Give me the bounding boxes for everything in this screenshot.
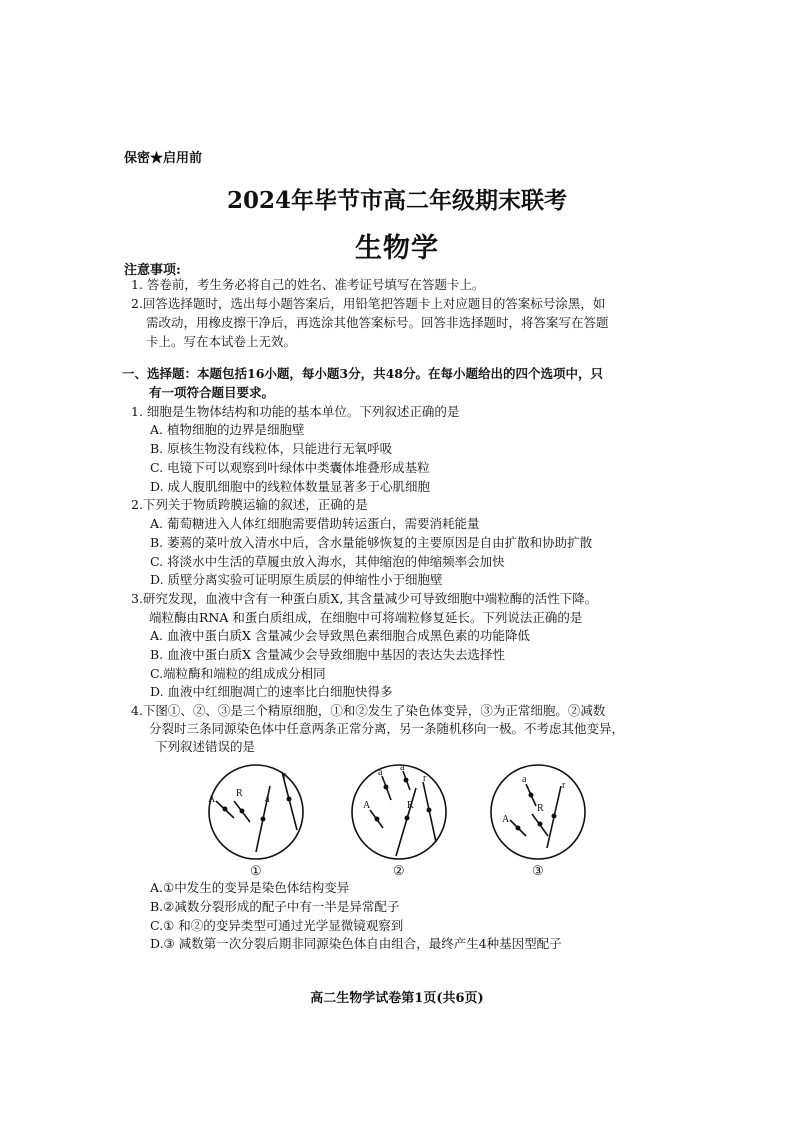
cell-2-centromere-a1 <box>384 785 389 790</box>
q4-stem-line-2: 分裂时三条同源染色体中任意两条正常分离，另一条随机移向一极。不考虑其他变异， <box>149 721 625 736</box>
page-footer: 高二生物学试卷第1页(共6页) <box>310 991 484 1006</box>
cell-1-number: ① <box>250 863 262 878</box>
q2-option-d: D. 质壁分离实验可证明原生质层的伸缩性小于细胞壁 <box>150 572 443 587</box>
q3-stem-line-1: 3.研究发现，血液中含有一种蛋白质X, 其含量减少可导致细胞中端粒酶的活性下降。 <box>131 591 598 606</box>
exam-subject: 生物学 <box>355 233 439 264</box>
cell-1-label-A: A <box>208 794 216 805</box>
q2-option-c: C. 将淡水中生活的草履虫放入海水，其伸缩泡的伸缩频率会加快 <box>150 554 505 569</box>
cell-3-diagram <box>491 765 585 859</box>
cell-2-number: ② <box>393 863 405 878</box>
notice-heading: 注意事项: <box>124 263 181 278</box>
q3-option-a: A. 血液中蛋白质X 含量减少会导致黑色素细胞合成黑色素的功能降低 <box>150 628 530 643</box>
cell-1-label-a: a <box>265 794 270 805</box>
cell-1-label-R: R <box>236 788 243 799</box>
chromosome-figure <box>196 756 600 878</box>
q4-option-a: A.①中发生的变异是染色体结构变异 <box>150 880 350 895</box>
q3-option-b: B. 血液中蛋白质X 含量减少会导致细胞中基因的表达失去选择性 <box>150 647 506 662</box>
q4-option-b: B.②减数分裂形成的配子中有一半是异常配子 <box>150 899 400 914</box>
q4-option-d: D.③ 减数第一次分裂后期非同源染色体自由组合，最终产生4种基因型配子 <box>150 936 562 951</box>
cell-3-centromere-R <box>538 822 543 827</box>
confidential-mark: 保密★启用前 <box>124 151 203 166</box>
cell-2-chromosome-R <box>396 788 416 856</box>
cell-2-label-R: R <box>407 800 414 811</box>
notice-line-3: 需改动，用橡皮擦干净后，再选涂其他答案标号。回答非选择题时，将答案写在答题 <box>146 315 609 330</box>
section-heading-line-1: 一、选择题：本题包括16小题，每小题3分，共48分。在每小题给出的四个选项中，只 <box>122 366 603 381</box>
cell-3-label-A: A <box>502 814 510 825</box>
cell-3-centromere-A <box>516 826 521 831</box>
q3-option-d: D. 血液中红细胞凋亡的速率比白细胞快得多 <box>150 684 393 699</box>
cell-2-label-a1: a <box>378 767 383 778</box>
q2-option-a: A. 葡萄糖进入人体红细胞需要借助转运蛋白，需要消耗能量 <box>150 516 480 531</box>
q3-stem-line-2: 端粒酶由RNA 和蛋白质组成，在细胞中可将端粒修复延长。下列说法正确的是 <box>149 610 583 625</box>
cell-3-number: ③ <box>532 863 544 878</box>
cell-2-centromere-R <box>405 816 410 821</box>
q2-stem: 2.下列关于物质跨膜运输的叙述，正确的是 <box>131 497 368 512</box>
q4-stem-line-1: 4.下图①、②、③是三个精原细胞，①和②发生了染色体变异，③为正常细胞。②减数 <box>131 703 606 718</box>
cell-3-centromere-a <box>529 793 534 798</box>
q1-stem: 1. 细胞是生物体结构和功能的基本单位。下列叙述正确的是 <box>131 404 460 419</box>
cell-2-centromere-a2 <box>404 778 409 783</box>
cell-3-label-R: R <box>537 803 544 814</box>
cell-1-membrane <box>209 765 303 859</box>
notice-line-2: 2.回答选择题时，选出每小题答案后，用铅笔把答题卡上对应题目的答案标号涂黑，如 <box>131 296 606 311</box>
cell-3-label-a: a <box>522 774 527 785</box>
q2-option-b: B. 萎蔫的菜叶放入清水中后，含水量能够恢复的主要原因是自由扩散和协助扩散 <box>150 535 593 550</box>
cell-1-centromere-r <box>287 797 292 802</box>
q1-option-a: A. 植物细胞的边界是细胞壁 <box>150 422 305 437</box>
section-heading-line-2: 有一项符合题目要求。 <box>149 385 275 400</box>
notice-line-1: 1. 答卷前，考生务必将自己的姓名、准考证号填写在答题卡上。 <box>131 277 485 292</box>
cell-3-centromere-r <box>552 814 557 819</box>
cell-1-label-r: r <box>283 770 287 781</box>
cell-2-label-a2: a <box>400 762 405 773</box>
q3-option-c: C.端粒酶和端粒的组成成分相同 <box>150 666 326 681</box>
cell-1-centromere-a <box>261 817 266 822</box>
q4-stem-line-3: 下列叙述错误的是 <box>155 739 256 754</box>
cell-2-diagram <box>352 762 446 859</box>
cell-1-centromere-R <box>240 809 245 814</box>
cell-2-label-r: r <box>423 773 427 784</box>
q4-option-c: C.① 和②的变异类型可通过光学显微镜观察到 <box>150 918 404 933</box>
cell-2-centromere-A <box>375 817 380 822</box>
cell-1-diagram <box>208 765 303 859</box>
cell-3-label-r: r <box>562 780 566 791</box>
exam-title: 2024年毕节市高二年级期末联考 <box>226 187 567 214</box>
cell-2-label-A: A <box>363 800 371 811</box>
cell-2-centromere-r <box>427 808 432 813</box>
q1-option-d: D. 成人腹肌细胞中的线粒体数量显著多于心肌细胞 <box>150 479 431 494</box>
q1-option-c: C. 电镜下可以观察到叶绿体中类囊体堆叠形成基粒 <box>150 460 430 475</box>
notice-line-4: 卡上。写在本试卷上无效。 <box>146 334 297 349</box>
cell-1-centromere-A <box>223 807 228 812</box>
q1-option-b: B. 原核生物没有线粒体，只能进行无氧呼吸 <box>150 441 393 456</box>
